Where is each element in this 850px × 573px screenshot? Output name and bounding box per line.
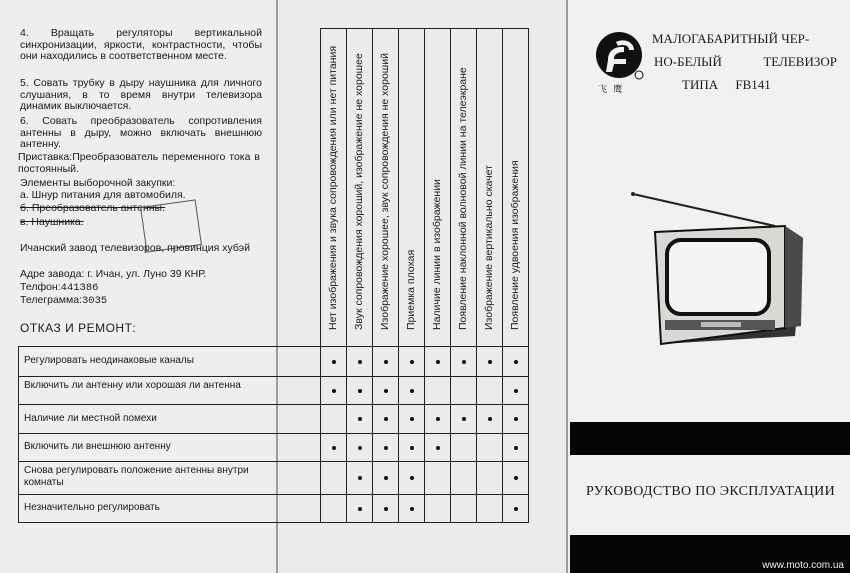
column-header: [320, 34, 346, 342]
product-title: [652, 27, 837, 96]
telegram-number: 3035: [82, 295, 108, 307]
brand-logo-icon: [594, 30, 644, 80]
table-vline: [528, 28, 529, 522]
instruction-5: 5. Совать трубку в дыру наушника для личного слушания, в то время внутри телевизора динамик выключается.: [20, 77, 262, 113]
optional-item-b: б. Преобразователь антенны.: [20, 202, 166, 214]
table-mark: [514, 389, 518, 393]
troubleshooting-table: [18, 28, 531, 522]
column-header: [372, 34, 398, 342]
row-label: Снова регулировать положение антенны внутри комнаты: [24, 465, 249, 488]
table-mark: [410, 417, 414, 421]
table-mark: [514, 446, 518, 450]
table-mark: [514, 417, 518, 421]
column-header-text: Изображение вертикально скачет: [483, 165, 495, 330]
table-mark: [514, 507, 518, 511]
table-mark: [410, 446, 414, 450]
column-header-text: Звук сопровождения хороший, изображение не хорошее: [353, 53, 365, 330]
table-hline: [18, 376, 529, 377]
table-mark: [332, 446, 336, 450]
watermark: www.moto.com.ua: [762, 560, 844, 571]
table-hline: [18, 522, 529, 523]
table-mark: [410, 476, 414, 480]
table-mark: [358, 446, 362, 450]
table-mark: [462, 360, 466, 364]
row-label: Наличие ли местной помехи: [24, 413, 157, 424]
brand-chinese-name: 飞 鹰: [598, 84, 625, 94]
section-title: ОТКАЗ И РЕМОНТ:: [20, 321, 137, 335]
column-header: [346, 34, 372, 342]
column-header-text: Нет изображения и звука сопровождения или нет питания: [327, 45, 339, 330]
column-header: [450, 34, 476, 342]
table-mark: [410, 507, 414, 511]
accessory-text: Приставка:Преобразователь переменного тока в постоянный.: [18, 151, 260, 175]
instruction-6: 6. Совать преобразователь сопротивления антенны в дыру, можно включать внешнюю антенну.: [20, 115, 262, 151]
column-header-text: Изображение хорошее, звук сопровождения не хороший: [379, 53, 391, 330]
table-mark: [514, 476, 518, 480]
table-hline: [18, 433, 529, 434]
column-header-text: Наличие линии в изображении: [431, 179, 443, 330]
table-mark: [384, 417, 388, 421]
column-header-text: Приемка плохая: [405, 249, 417, 330]
black-band-top: [570, 422, 850, 455]
optional-title: Элементы выборочной закупки:: [20, 177, 176, 189]
title-line-3: ТИПА FB141: [682, 77, 771, 92]
table-hline: [18, 404, 529, 405]
telegram-label: Телеграмма:: [20, 294, 82, 306]
title-line-1: МАЛОГАБАРИТНЫЙ ЧЕР-: [652, 31, 810, 46]
phone-label: Телфон:: [20, 281, 61, 293]
table-mark: [332, 360, 336, 364]
table-mark: [488, 417, 492, 421]
column-header-text: Появление удвоения изображения: [509, 160, 521, 330]
table-mark: [358, 476, 362, 480]
factory-address: Адре завода: г. Ичан, ул. Луно 39 КНР.: [20, 268, 207, 280]
instruction-4: 4. Вращать регуляторы вертикальной синхронизации, яркости, контрастности, чтобы они находились в соответственном месте.: [20, 27, 262, 63]
table-mark: [384, 446, 388, 450]
table-mark: [514, 360, 518, 364]
table-left-border: [18, 346, 19, 522]
table-mark: [436, 446, 440, 450]
column-header-text: Появление наклонной волновой линии на телеэкране: [457, 67, 469, 330]
table-mark: [358, 417, 362, 421]
table-hline: [18, 494, 529, 495]
table-mark: [488, 360, 492, 364]
table-mark: [410, 389, 414, 393]
table-mark: [462, 417, 466, 421]
table-hline: [18, 346, 529, 347]
optional-item-a: а. Шнур питания для автомобиля.: [20, 189, 186, 201]
row-label: Незначительно регулировать: [24, 502, 160, 513]
column-header: [476, 34, 502, 342]
table-hline: [18, 461, 529, 462]
table-mark: [436, 417, 440, 421]
row-label: Включить ли внешнюю антенну: [24, 441, 171, 452]
column-header: [424, 34, 450, 342]
tv-illustration: [625, 186, 805, 351]
manual-title: РУКОВОДСТВО ПО ЭКСПЛУАТАЦИИ: [586, 484, 835, 499]
row-label: Регулировать неодинаковые каналы: [24, 355, 194, 366]
table-mark: [384, 476, 388, 480]
phone-number: 441386: [60, 282, 99, 294]
row-label: Включить ли антенну или хорошая ли антенна: [24, 380, 241, 391]
optional-item-c: в. Наушника.: [20, 216, 84, 228]
fold-line-right: [566, 0, 568, 573]
table-mark: [332, 389, 336, 393]
column-header: [398, 34, 424, 342]
table-mark: [384, 507, 388, 511]
table-mark: [436, 360, 440, 364]
title-line-2: НО-БЕЛЫЙ ТЕЛЕВИЗОР: [654, 54, 837, 69]
table-mark: [358, 360, 362, 364]
table-mark: [384, 360, 388, 364]
table-mark: [358, 389, 362, 393]
table-mark: [358, 507, 362, 511]
table-mark: [384, 389, 388, 393]
column-header: [502, 34, 528, 342]
factory-name: Ичанский завод телевизоров, провинция хубэй: [20, 242, 250, 254]
table-mark: [410, 360, 414, 364]
